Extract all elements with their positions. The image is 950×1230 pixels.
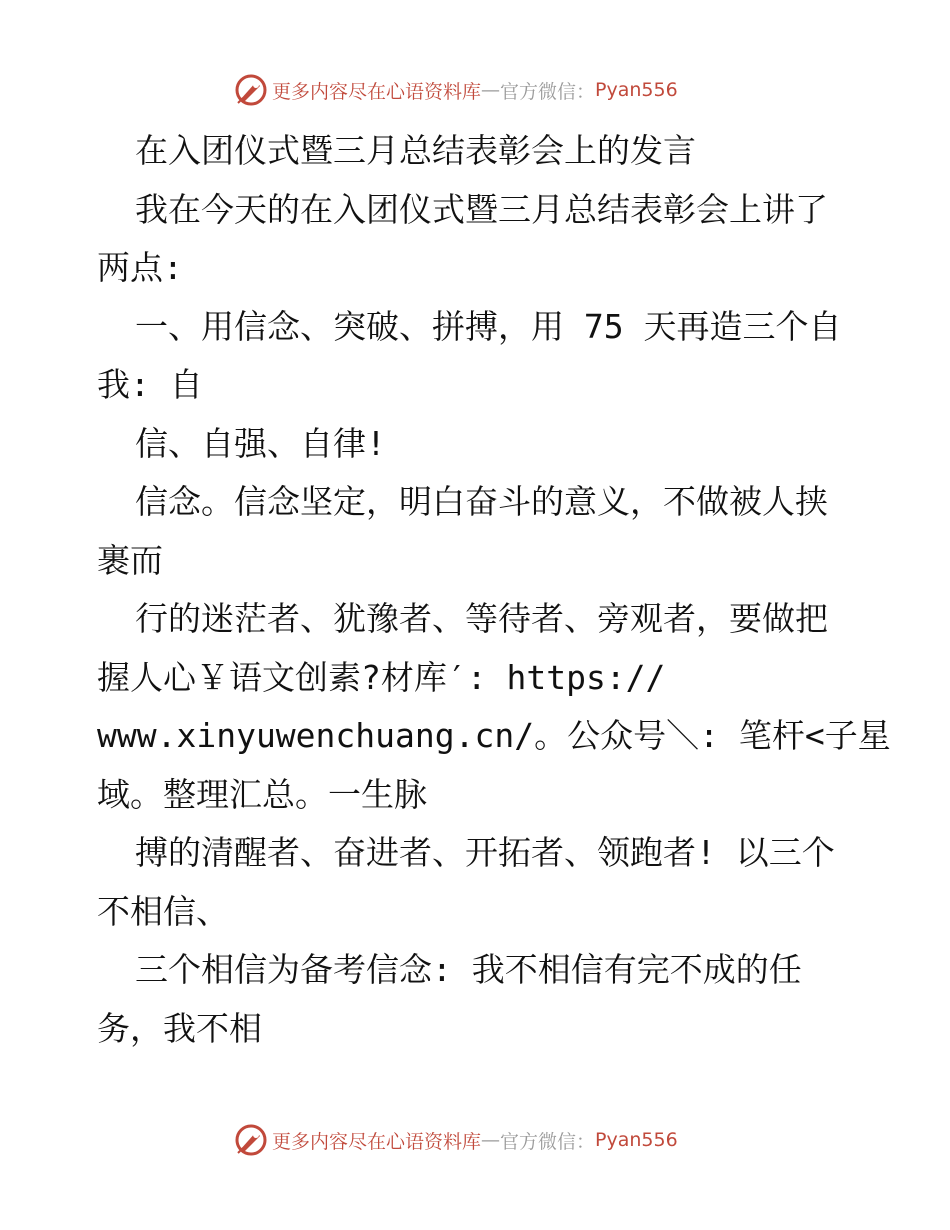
footer-wechat-label: 官方微信： <box>500 1130 596 1153</box>
document-body <box>97 122 891 1058</box>
footer-banner-separator: — <box>481 1129 501 1151</box>
header-banner-text: 更多内容尽在心语资料库 <box>272 80 482 103</box>
paragraph-line: 裹而 <box>97 540 163 580</box>
footer-banner <box>234 1122 678 1158</box>
footer-banner-text: 更多内容尽在心语资料库 <box>272 1130 482 1153</box>
paragraph-line: 行的迷茫者、犹豫者、等待者、旁观者，要做把 <box>135 599 828 638</box>
paragraph-line: 握人心￥语文创素?材库′: https:// <box>97 657 666 697</box>
paragraph-line: 务，我不相 <box>97 1008 262 1048</box>
header-wechat-label: 官方微信： <box>500 80 596 103</box>
paragraph-line: 不相信、 <box>97 891 229 931</box>
header-banner-separator: — <box>481 79 501 101</box>
document-title: 在入团仪式暨三月总结表彰会上的发言 <box>135 131 696 170</box>
paragraph-line: 我: 自 <box>97 365 203 404</box>
header-wechat-id: Pyan556 <box>595 79 678 101</box>
paragraph-line: 信念。信念坚定，明白奋斗的意义，不做被人挟 <box>135 482 828 521</box>
header-banner <box>234 72 678 108</box>
pen-nib-logo-icon <box>234 73 268 107</box>
paragraph-line: 三个相信为备考信念: 我不相信有完不成的任 <box>135 950 802 989</box>
paragraph-line: 信、自强、自律! <box>135 423 386 463</box>
footer-wechat-id: Pyan556 <box>595 1129 678 1151</box>
paragraph-line: 我在今天的在入团仪式暨三月总结表彰会上讲了 <box>135 189 828 229</box>
paragraph-line: www.xinyuwenchuang.cn/。公众号＼: 笔杆<子星 <box>97 716 891 755</box>
paragraph-line: 搏的清醒者、奋进者、开拓者、领跑者! 以三个 <box>135 833 835 872</box>
paragraph-line: 域。整理汇总。一生脉 <box>97 774 427 814</box>
pen-nib-logo-icon <box>234 1123 268 1157</box>
paragraph-line: 两点: <box>97 248 183 287</box>
paragraph-line: 一、用信念、突破、拼搏，用 75 天再造三个自 <box>135 306 842 346</box>
